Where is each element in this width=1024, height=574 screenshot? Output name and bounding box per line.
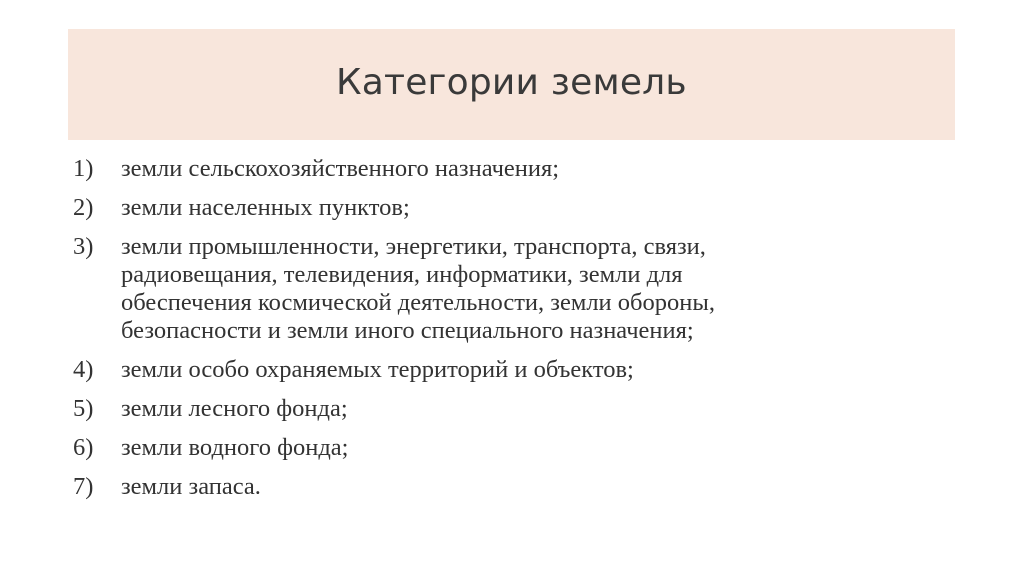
list-item-text [121,356,881,384]
list-item-line: земли промышленности, энергетики, транспорта, связи, [121,233,706,260]
list-item-number: 3) [73,233,94,260]
list-item-line: земли особо охраняемых территорий и объектов; [121,356,634,383]
list-item-number: 5) [73,395,94,422]
list-item [0,434,1024,462]
list-item-text [121,233,881,345]
list-item-line: земли водного фонда; [121,434,349,461]
list-item [0,155,1024,183]
list-item-number: 6) [73,434,94,461]
list-item [0,395,1024,423]
list-item-line: земли лесного фонда; [121,395,348,422]
list-item-line: безопасности и земли иного специального назначения; [121,317,694,344]
list-item-text [121,194,881,222]
list-item-line: обеспечения космической деятельности, земли обороны, [121,289,715,316]
land-categories-list [0,155,1024,512]
list-item [0,473,1024,501]
list-item-text [121,473,881,501]
list-item-number: 1) [73,155,94,182]
list-item-line: земли населенных пунктов; [121,194,410,221]
list-item-number: 4) [73,356,94,383]
list-item-text [121,434,881,462]
title-band [68,29,955,140]
list-item-text [121,155,881,183]
slide-title: Категории земель [336,61,687,103]
list-item-text [121,395,881,423]
list-item [0,356,1024,384]
list-item [0,233,1024,345]
list-item-line: радиовещания, телевидения, информатики, земли для [121,261,683,288]
list-item-line: земли сельскохозяйственного назначения; [121,155,560,182]
list-item [0,194,1024,222]
list-item-number: 7) [73,473,94,500]
list-item-line: земли запаса. [121,473,261,500]
list-item-number: 2) [73,194,94,221]
